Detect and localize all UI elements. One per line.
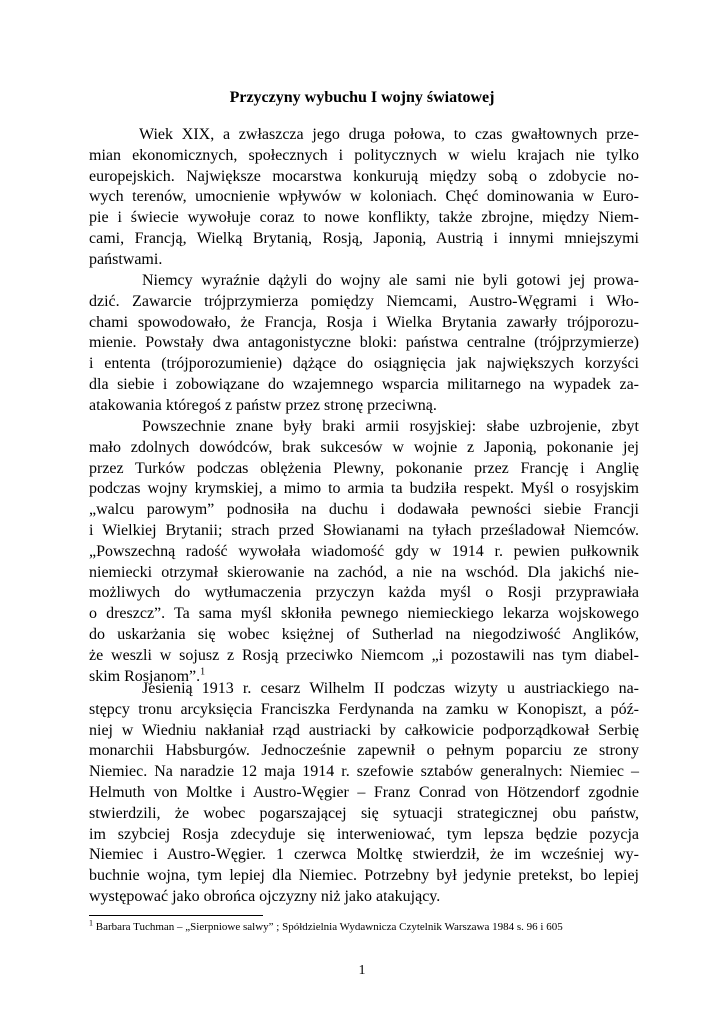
text-line: mienie. Powstały dwa antagonistyczne bloki: państwa centralne (trójprzymierze) [89, 334, 639, 352]
text-line: monarchii Habsburgów. Jednocześnie zapewnił o pełnym poparciu ze strony [89, 742, 639, 760]
text-line: dla siebie i zobowiązane do wzajemnego wsparcia militarnego na wypadek za- [89, 375, 639, 393]
text-line: mało zdolnych dowódców, brak sukcesów w wojnie z Japonią, pokonanie jej [89, 438, 639, 456]
paragraph-1 [89, 125, 639, 271]
text-line: atakowania któregoś z państw przez stronę przeciwną. [89, 396, 437, 414]
text-line: Wiek XIX, a zwłaszcza jego druga połowa, to czas gwałtownych prze- [139, 126, 639, 143]
text-line: możliwych do wytłumaczenia przyczyn każda myśl o Rosji przyprawiała [89, 584, 639, 602]
text-line: Niemiec. Na naradzie 12 maja 1914 r. szefowie sztabów generalnych: Niemiec – [89, 763, 639, 781]
text-line: wych terenów, umocnienie wpływów w koloniach. Chęć dominowania w Euro- [89, 188, 639, 206]
text-line: przez Turków podczas oblężenia Plewny, pokonanie przez Francję i Anglię [89, 459, 639, 477]
text-line: Niemcy wyraźnie dążyli do wojny ale sami nie byli gotowi jej prowa- [142, 272, 639, 289]
text-line: niej w Wiedniu nakłaniał rząd austriacki by całkowicie podporządkował Serbię [89, 721, 639, 739]
text-line: buchnie wojna, tym lepiej dla Niemiec. Potrzebny był jedynie pretekst, bo lepiej [89, 867, 639, 885]
text-line: chami spowodowało, że Francja, Rosja i Wielka Brytania zawarły trójporozu- [89, 313, 639, 331]
text-line: państwami. [89, 250, 163, 268]
text-line: Niemiec i Austro-Węgier. 1 czerwca Moltkę stwierdził, że im wcześniej wy- [89, 846, 639, 864]
text-line: dzić. Zawarcie trójprzymierza pomiędzy Niemcami, Austro-Węgrami i Wło- [89, 292, 639, 310]
text-line: stwierdzili, że wobec pogarszającej się sytuacji strategicznej obu państw, [89, 804, 639, 822]
paragraph-3 [89, 417, 639, 687]
text-line: i Wielkiej Brytanii; strach przed Słowianami na tyłach prześladował Niemców. [89, 521, 639, 539]
text-line: mian ekonomicznych, społecznych i politycznych w wielu krajach nie tylko [89, 146, 639, 164]
footnote [89, 920, 649, 934]
text-line: europejskich. Największe mocarstwa konkurują między sobą o zdobycie no- [89, 167, 639, 185]
text-line: „walcu parowym” podnosiła na duchu i dodawała pewności siebie Francji [89, 501, 639, 519]
text-line: „Powszechną radość wywołała wiadomość gdy w 1914 r. pewien pułkownik [89, 542, 639, 560]
text-line: Jesienią 1913 r. cesarz Wilhelm II podczas wizyty u austriackiego na- [142, 680, 639, 697]
footnote-separator [89, 915, 263, 916]
footnote-reference[interactable]: 1 [200, 666, 206, 678]
footnote-text: Barbara Tuchman – „Sierpniowe salwy” ; Spółdzielnia Wydawnicza Czytelnik Warszawa 1984 s. 96 i 605 [95, 921, 563, 933]
text-line: pie i świecie wywołuje coraz to nowe konflikty, także zbrojne, między Niem- [89, 209, 639, 227]
text-line: niemiecki otrzymał skierowanie na zachód, a nie na wschód. Dla jakichś nie- [89, 563, 639, 581]
text-line: i ententa (trójporozumienie) dążące do osiągnięcia jak największych korzyści [89, 355, 639, 373]
paragraph-4 [89, 679, 639, 908]
page-number: 1 [358, 963, 366, 978]
text-line: skim Rosjanom”. [89, 667, 201, 685]
text-line: że weszli w sojusz z Rosją przeciwko Niemcom „i pozostawili nas tym diabel- [89, 646, 639, 664]
text-line: występować jako obrońca ojczyzny niż jako atakujący. [89, 887, 441, 905]
document-title: Przyczyny wybuchu I wojny światowej [229, 89, 495, 106]
text-line: stępcy tronu arcyksięcia Franciszka Ferdynanda na zamku w Konopiszt, a póź- [89, 700, 639, 718]
text-line: Powszechnie znane były braki armii rosyjskiej: słabe uzbrojenie, zbyt [142, 418, 639, 435]
text-line: Helmuth von Moltke i Austro-Węgier – Franz Conrad von Hötzendorf zgodnie [89, 783, 639, 801]
text-line: cami, Francją, Wielką Brytanią, Rosją, Japonią, Austrią i innymi mniejszymi [89, 229, 639, 247]
text-line: podczas wojny krymskiej, a mimo to armia ta budziła respekt. Myśl o rosyjskim [89, 480, 639, 498]
text-line: do uskarżania się wobec księżnej of Sutherlad na niegodziwość Anglików, [89, 625, 639, 643]
footnote-number: 1 [89, 918, 93, 928]
text-line: im szybciej Rosja zdecyduje się interweniować, tym lepsza będzie pozycja [89, 825, 639, 843]
paragraph-2 [89, 271, 639, 417]
text-line: o dreszcz”. Ta sama myśl skłoniła pewnego niemieckiego lekarza wojskowego [89, 605, 639, 623]
